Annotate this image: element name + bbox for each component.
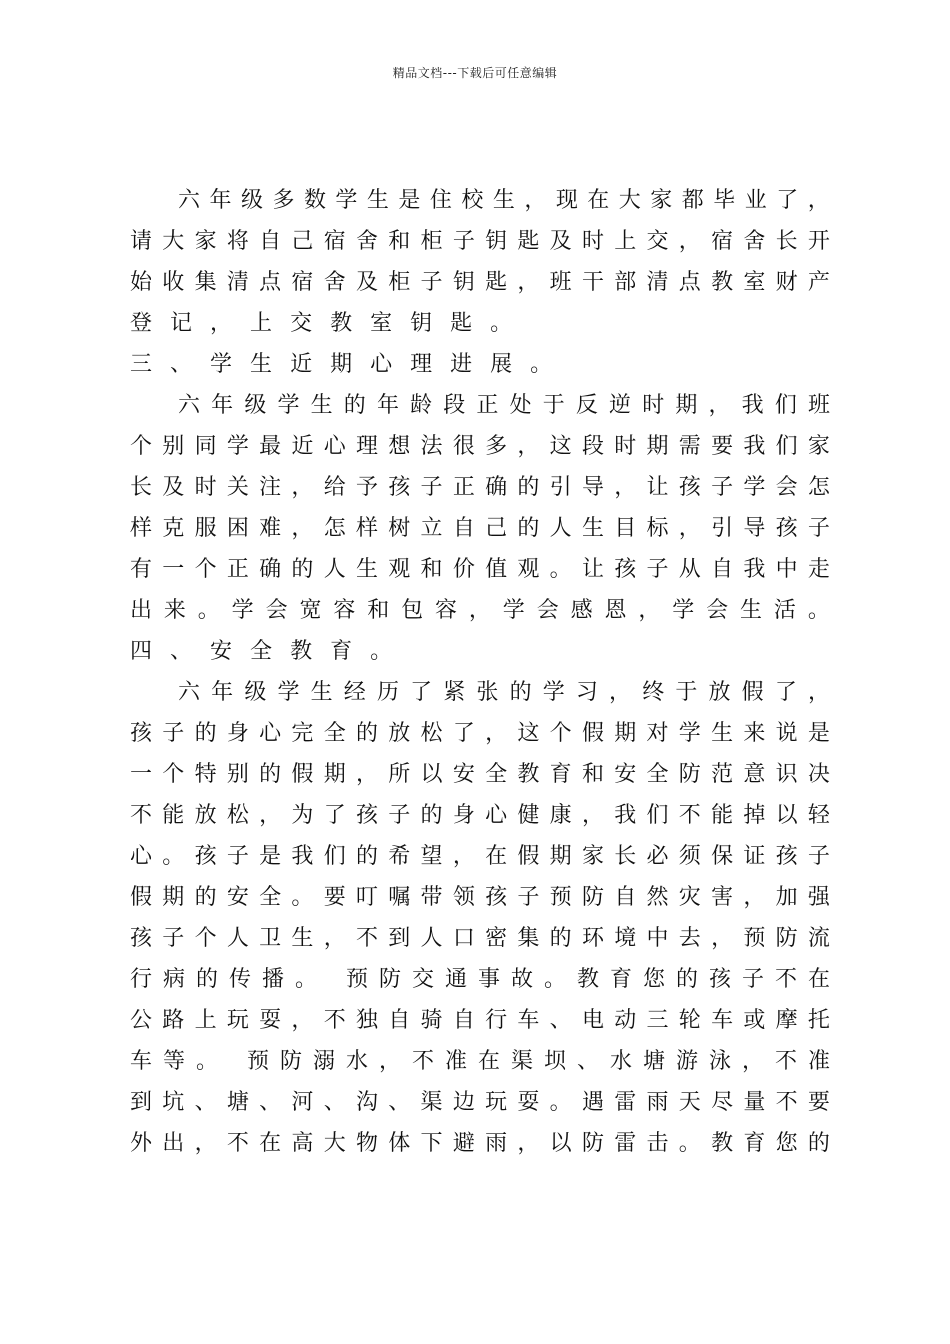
text-line: 长 及 时 关 注 ， 给 予 孩 子 正 确 的 引 导 ， 让 孩 子 学 会 怎 [130, 475, 830, 500]
text-line: 不 能 放 松 ， 为 了 孩 子 的 身 心 健 康 ， 我 们 不 能 掉 以 轻 [130, 803, 830, 828]
text-line: 有 一 个 正 确 的 人 生 观 和 价 值 观 。 让 孩 子 从 自 我 中 走 [130, 557, 830, 582]
text-line: 六 年 级 学 生 经 历 了 紧 张 的 学 习 ， 终 于 放 假 了 ， [178, 680, 830, 705]
text-line: 行 病 的 传 播 。 预 防 交 通 事 故 。 教 育 您 的 孩 子 不 在 [130, 967, 830, 992]
text-line: 孩 子 个 人 卫 生 ， 不 到 人 口 密 集 的 环 境 中 去 ， 预 防 流 [130, 926, 830, 951]
running-header: 精品文档---下载后可任意编辑 [392, 66, 558, 80]
text-line: 登 记 ， 上 交 教 室 钥 匙 。 [130, 311, 513, 336]
text-line: 假 期 的 安 全 。 要 叮 嘱 带 领 孩 子 预 防 自 然 灾 害 ， 加 强 [130, 885, 830, 910]
text-line: 三 、 学 生 近 期 心 理 进 展 。 [130, 352, 553, 377]
text-line: 车 等 。 预 防 溺 水 ， 不 准 在 渠 坝 、 水 塘 游 泳 ， 不 准 [130, 1049, 830, 1074]
text-line: 出 来 。 学 会 宽 容 和 包 容 ， 学 会 感 恩 ， 学 会 生 活 。 [130, 598, 830, 623]
text-line: 四 、 安 全 教 育 。 [130, 639, 393, 664]
text-line: 个 别 同 学 最 近 心 理 想 法 很 多 ， 这 段 时 期 需 要 我 们 家 [130, 434, 830, 459]
text-line: 外 出 ， 不 在 高 大 物 体 下 避 雨 ， 以 防 雷 击 。 教 育 您 的 [130, 1131, 830, 1156]
text-line: 六 年 级 多 数 学 生 是 住 校 生 ， 现 在 大 家 都 毕 业 了 ， [178, 188, 830, 213]
text-line: 始 收 集 清 点 宿 舍 及 柜 子 钥 匙 ， 班 干 部 清 点 教 室 财 产 [130, 270, 830, 295]
text-line: 六 年 级 学 生 的 年 龄 段 正 处 于 反 逆 时 期 ， 我 们 班 [178, 393, 830, 418]
text-line: 公 路 上 玩 耍 ， 不 独 自 骑 自 行 车 、 电 动 三 轮 车 或 摩 托 [130, 1008, 830, 1033]
text-line: 请 大 家 将 自 己 宿 舍 和 柜 子 钥 匙 及 时 上 交 ， 宿 舍 长 开 [130, 229, 830, 254]
text-line: 样 克 服 困 难 ， 怎 样 树 立 自 己 的 人 生 目 标 ， 引 导 孩 子 [130, 516, 830, 541]
body-text [130, 180, 830, 1164]
text-line: 孩 子 的 身 心 完 全 的 放 松 了 ， 这 个 假 期 对 学 生 来 说 是 [130, 721, 830, 746]
text-line: 一 个 特 别 的 假 期 ， 所 以 安 全 教 育 和 安 全 防 范 意 识 决 [130, 762, 830, 787]
text-line: 心 。 孩 子 是 我 们 的 希 望 ， 在 假 期 家 长 必 须 保 证 孩 子 [130, 844, 830, 869]
text-line: 到 坑 、 塘 、 河 、 沟 、 渠 边 玩 耍 。 遇 雷 雨 天 尽 量 不 要 [130, 1090, 830, 1115]
